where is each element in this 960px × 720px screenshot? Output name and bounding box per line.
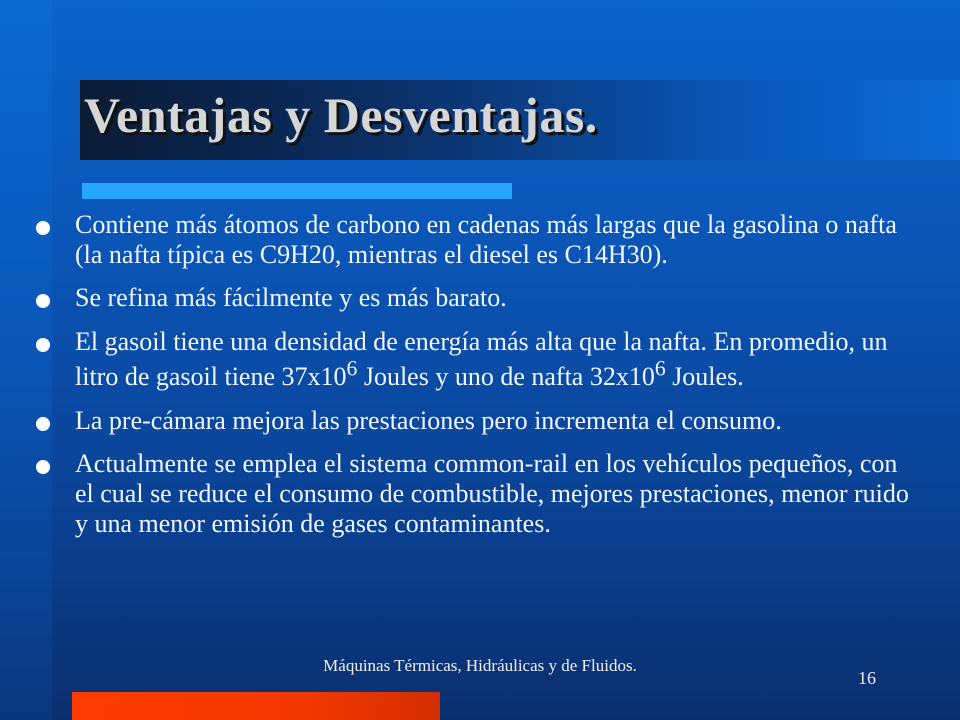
bullet-item bbox=[30, 283, 920, 313]
title-underline bbox=[82, 183, 512, 199]
bullet-text-part: Joules y uno de nafta 32x10 bbox=[357, 362, 655, 392]
bullet-text-part: Joules. bbox=[665, 362, 744, 392]
bullet-item bbox=[30, 406, 920, 436]
bullet-text: La pre-cámara mejora las prestaciones pero incrementa el consumo. bbox=[75, 405, 782, 435]
bullet-item bbox=[30, 210, 920, 269]
bullet-text: Se refina más fácilmente y es más barato. bbox=[75, 283, 507, 313]
superscript-exponent: 6 bbox=[654, 356, 666, 381]
bullet-dot-icon bbox=[36, 417, 50, 431]
superscript-exponent: 6 bbox=[346, 356, 358, 381]
bullet-text: Contiene más átomos de carbono en cadenas más largas que la gasolina o nafta (la nafta típica es C9H20, mientras el diesel es C14H30). bbox=[75, 210, 897, 269]
bullet-list bbox=[30, 210, 920, 552]
bullet-item bbox=[30, 449, 920, 538]
footer-accent-bar bbox=[72, 692, 440, 720]
bullet-dot-icon bbox=[36, 460, 50, 474]
page-number: 16 bbox=[858, 668, 876, 688]
bullet-text bbox=[75, 327, 887, 391]
bullet-dot-icon bbox=[36, 294, 50, 308]
bullet-dot-icon bbox=[36, 221, 50, 235]
footer-course-name: Máquinas Térmicas, Hidráulicas y de Fluidos. bbox=[323, 656, 637, 675]
bullet-text: Actualmente se emplea el sistema common-rail en los vehículos pequeños, con el cual se reduce el consumo de combustible, mejores prestaciones, menor ruido y una menor emisión de gases contaminantes. bbox=[75, 449, 909, 538]
bullet-text-part: El gasoil tiene una densidad de energía más alta que la nafta. En promedio, un litro de gasoil tiene 37x10 bbox=[75, 326, 888, 392]
slide-title: Ventajas y Desventajas. bbox=[84, 87, 598, 143]
bullet-item bbox=[30, 327, 920, 392]
bullet-dot-icon bbox=[36, 338, 50, 352]
